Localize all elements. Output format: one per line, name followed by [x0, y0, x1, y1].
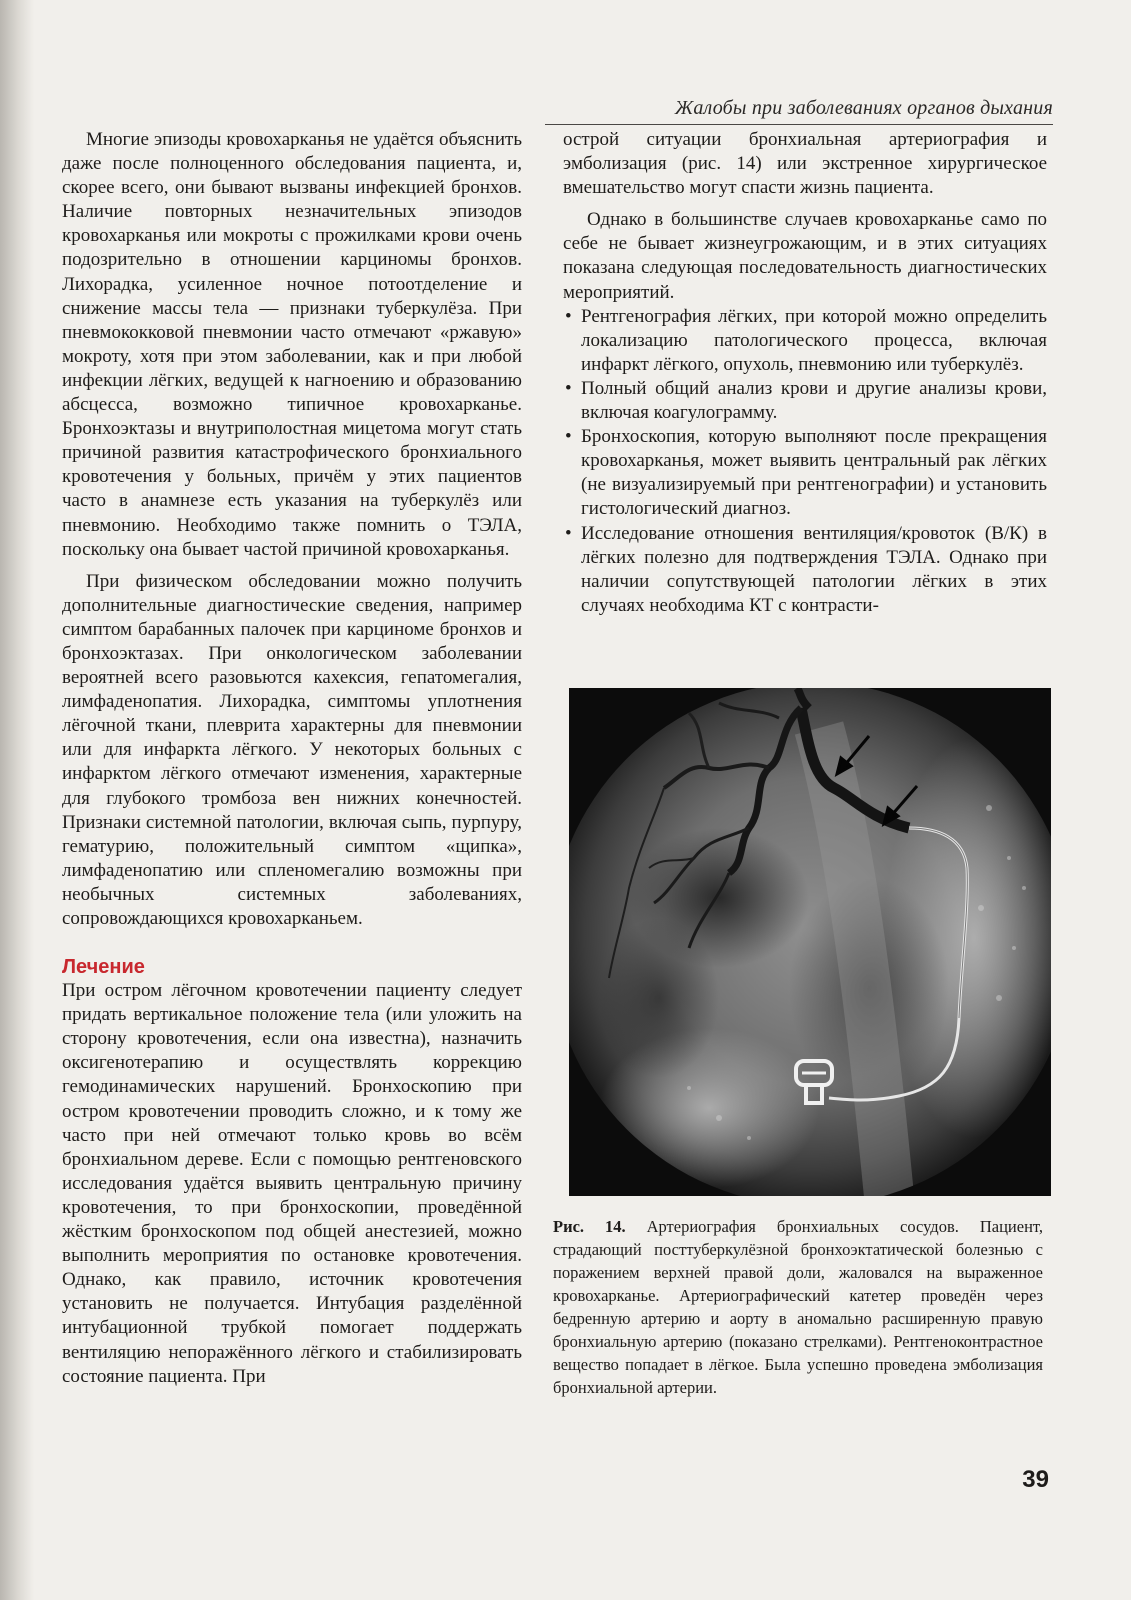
arteriogram-image — [569, 688, 1051, 1196]
figure-caption — [553, 1215, 1043, 1399]
figure-arteriogram — [569, 688, 1051, 1196]
list-item — [563, 377, 1047, 425]
figure-caption-text: Артериография бронхиальных сосудов. Пациент, страдающий посттуберкулёзной бронхоэктатической болезнью с поражением верхней правой доли, жаловался на выраженное кровохарканье. Артериографический катетер проведён через бедренную артерию и аорту в аномально расширенную правую бронхиальную артерию (показано стрелками). Рентгеноконтрастное вещество попадает в лёгкое. Была успешно проведена эмболизация бронхиальной артерии. — [553, 1217, 1043, 1397]
running-head: Жалобы при заболеваниях органов дыхания — [674, 97, 1053, 119]
bullet-icon: • — [565, 426, 572, 448]
list-item-text: Полный общий анализ крови и другие анализы крови, включая коагулограмму. — [581, 377, 1047, 424]
bullet-icon: • — [565, 522, 572, 544]
header-rule — [545, 124, 1053, 125]
list-item-text: Исследование отношения вентиляция/кровоток (В/К) в лёгких полезно для подтверждения ТЭЛА. Однако при наличии сопутствующей патологии лёгких в этих случаях необходима КТ с контрасти- — [581, 522, 1047, 616]
paragraph-hemoptysis-causes: Многие эпизоды кровохарканья не удаётся объяснить даже после полноценного обследования пациента, и, скорее всего, они бывают вызваны инфекцией бронхов. Наличие повторных незначительных эпизодов кровохарканья или мокроты с прожилками крови очень подозрительно в отношении карциномы бронхов. Лихорадка, усиленное ночное потоотделение и снижение массы тела — признаки туберкулёза. При пневмококковой пневмонии часто отмечают «ржавую» мокроту, хотя при этом заболевании, как и при любой инфекции лёгких, ведущей к нагноению и образованию абсцесса, возможно типичное кровохарканье. Бронхоэктазы и внутриполостная мицетома могут стать причиной развития катастрофического бронхиального кровотечения у больных, причём у этих пациентов часто в анамнезе есть указания на туберкулёз или пневмонию. Необходимо также помнить о ТЭЛА, поскольку она бывает частой причиной кровохарканья. — [62, 129, 522, 560]
list-item — [563, 425, 1047, 521]
bullet-icon: • — [565, 377, 572, 399]
list-item — [563, 305, 1047, 377]
list-item — [563, 522, 1047, 618]
paragraph-diagnostics-intro: Однако в большинстве случаев кровохарканье само по себе не бывает жизнеугрожающим, и в этих ситуациях показана следующая последовательность диагностических мероприятий. — [563, 209, 1047, 303]
page-number: 39 — [1022, 1466, 1049, 1493]
figure-label: Рис. 14. — [553, 1217, 626, 1236]
paragraph-continuation: острой ситуации бронхиальная артериография и эмболизация (рис. 14) или экстренное хирургическое вмешательство могут спасти жизнь пациента. — [563, 129, 1047, 199]
bullet-icon: • — [565, 305, 572, 327]
diagnostics-list — [563, 305, 1047, 618]
list-item-text: Рентгенография лёгких, при которой можно определить локализацию патологического процесса, включая инфаркт лёгкого, опухоль, пневмонию или туберкулёз. — [581, 305, 1047, 375]
paragraph-physical-exam: При физическом обследовании можно получить дополнительные диагностические сведения, например симптом барабанных палочек при карциноме бронхов и бронхоэктазах. При онкологическом заболевании вероятней всего разовьются кахексия, гепатомегалия, лимфаденопатия. Лихорадка, симптомы уплотнения лёгочной ткани, плеврита характерны для пневмонии или для инфаркта лёгкого. У некоторых больных с инфарктом лёгкого отмечают изменения, характерные для глубокого тромбоза вен нижних конечностей. Признаки системной патологии, включая сыпь, пурпуру, гематурию, положительный симптом «щипка», лимфаденопатию или спленомегалию возможны при необычных системных заболеваниях, сопровождающихся кровохарканьем. — [62, 570, 522, 929]
left-column — [62, 128, 522, 1389]
paragraph-treatment: При остром лёгочном кровотечении пациенту следует придать вертикальное положение тела (или уложить на сторону кровотечения, если она известна), назначить оксигенотерапию и осуществлять коррекцию гемодинамических нарушений. Бронхоскопию при остром кровотечении проводить сложно, и к тому же часто при ней отмечают только кровь во всём бронхиальном дереве. Если с помощью рентгеновского исследования удаётся выявить центральную причину кровотечения, то при бронхоскопии, проведённой жёстким бронхоскопом под общей анестезией, можно выполнить мероприятия по остановке кровотечения. Однако, как правило, источник кровотечения установить не получается. Интубация разделённой интубационной трубкой помогает поддержать вентиляцию непоражённого лёгкого и стабилизировать состояние пациента. При — [62, 980, 522, 1387]
list-item-text: Бронхоскопия, которую выполняют после прекращения кровохарканья, может выявить центральный рак лёгких (не визуализируемый при рентгенографии) и установить гистологический диагноз. — [581, 426, 1047, 520]
binding-shadow — [0, 0, 34, 1600]
section-heading-treatment: Лечение — [62, 956, 145, 979]
right-column — [563, 128, 1047, 618]
